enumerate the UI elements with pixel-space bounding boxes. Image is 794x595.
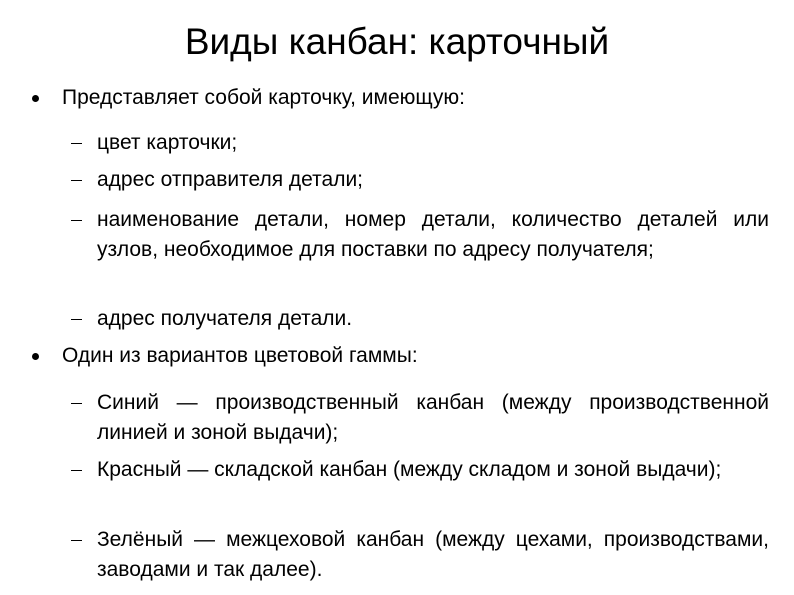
sub-item-recipient-address — [97, 304, 769, 334]
sub-item-text: адрес отправителя детали; — [97, 168, 364, 191]
sub-item-text: Зелёный — межцеховой канбан (между цехами, производствами, заводами и так далее). — [97, 528, 769, 581]
dash-icon — [71, 180, 82, 181]
sub-item-text: цвет карточки; — [97, 131, 238, 154]
bullet-text: Один из вариантов цветовой гаммы: — [62, 344, 418, 367]
sub-item-text: наименование детали, номер детали, количество деталей или узлов, необходимое для поставки по адресу получателя; — [97, 208, 769, 261]
dash-icon — [71, 540, 82, 541]
slide-title: Виды канбан: карточный — [184, 21, 610, 62]
sub-item-green-kanban — [97, 525, 769, 585]
bullet-item-color-scheme — [62, 341, 768, 371]
sub-item-blue-kanban — [97, 388, 769, 448]
dash-icon — [71, 403, 82, 404]
sub-item-text: адрес получателя детали. — [97, 307, 353, 330]
bullet-text: Представляет собой карточку, имеющую: — [62, 86, 465, 109]
sub-item-part-details — [97, 205, 769, 265]
sub-item-sender-address — [97, 165, 769, 195]
sub-item-text: Красный — складской канбан (между складом и зоной выдачи); — [97, 458, 722, 481]
bullet-item-description — [62, 83, 768, 113]
sub-item-red-kanban — [97, 455, 769, 485]
bullet-icon — [32, 95, 39, 102]
dash-icon — [71, 143, 82, 144]
sub-item-text: Синий — производственный канбан (между производственной линией и зоной выдачи); — [97, 391, 769, 444]
dash-icon — [71, 319, 82, 320]
dash-icon — [71, 470, 82, 471]
bullet-icon — [32, 353, 39, 360]
dash-icon — [71, 220, 82, 221]
sub-item-card-color — [97, 128, 769, 158]
